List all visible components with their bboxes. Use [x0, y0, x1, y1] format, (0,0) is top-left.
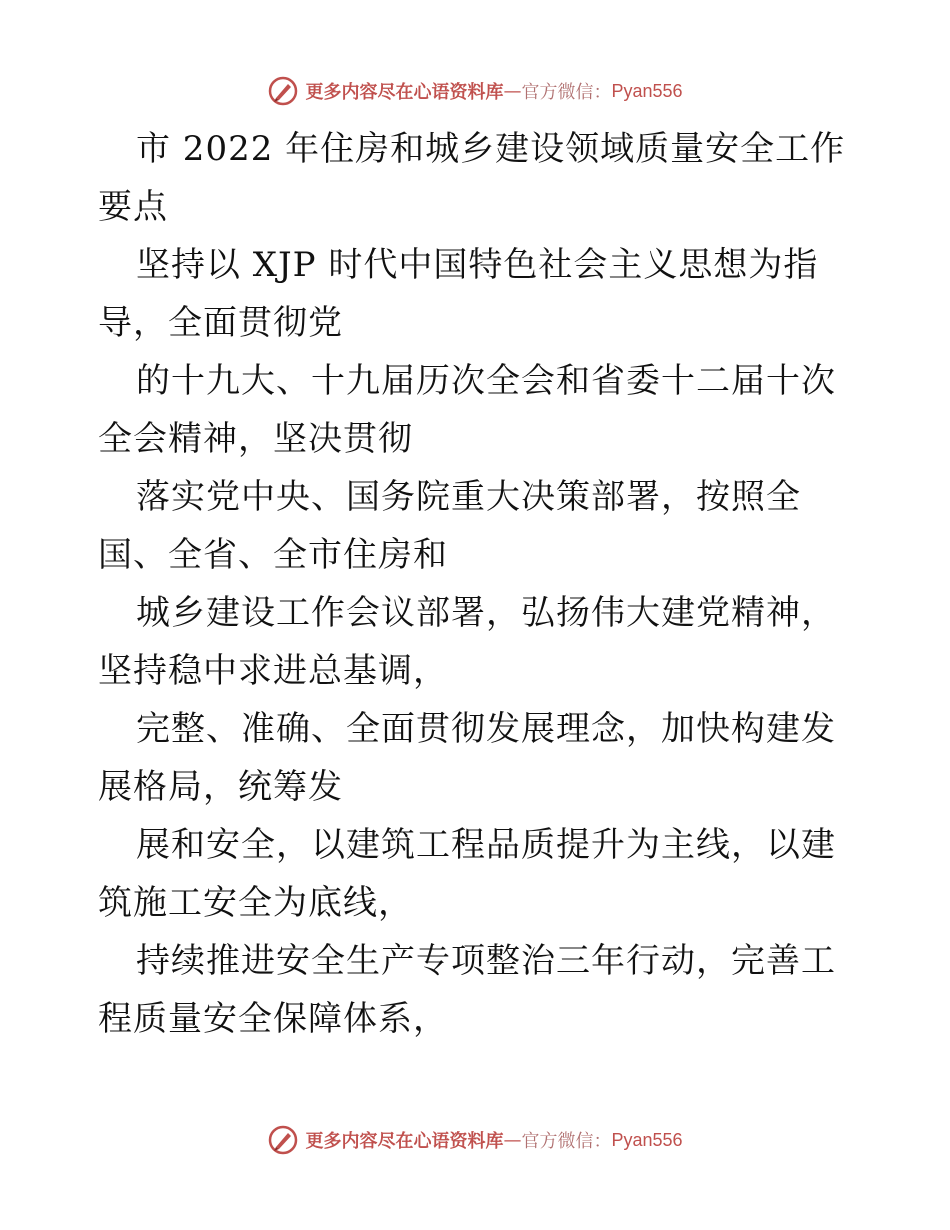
paragraph: 坚持以 XJP 时代中国特色社会主义思想为指导，全面贯彻党	[98, 245, 819, 343]
watermark-id: Pyan556	[611, 80, 683, 101]
watermark-sub-text: 官方微信：	[521, 1131, 612, 1152]
header-watermark	[0, 71, 950, 111]
document-body	[98, 120, 858, 1048]
footer-watermark	[0, 1120, 950, 1160]
paragraph: 城乡建设工作会议部署，弘扬伟大建党精神，坚持稳中求进总基调，	[98, 593, 836, 691]
paragraph: 持续推进安全生产专项整治三年行动，完善工程质量安全保障体系，	[98, 941, 836, 1039]
pen-logo-icon	[267, 1124, 299, 1156]
watermark-main-text: 更多内容尽在心语资料库	[305, 1131, 504, 1152]
paragraph-title: 市 2022 年住房和城乡建设领域质量安全工作要点	[98, 129, 846, 227]
paragraph: 落实党中央、国务院重大决策部署，按照全国、全省、全市住房和	[98, 477, 801, 575]
watermark-main-text: 更多内容尽在心语资料库	[305, 82, 504, 103]
paragraph: 展和安全，以建筑工程品质提升为主线，以建筑施工安全为底线，	[98, 825, 836, 923]
paragraph: 的十九大、十九届历次全会和省委十二届十次全会精神，坚决贯彻	[98, 361, 836, 459]
watermark-sub-text: 官方微信：	[521, 82, 612, 103]
watermark-dash: —	[503, 1129, 522, 1151]
pen-logo-icon	[267, 75, 299, 107]
watermark-dash: —	[503, 80, 522, 102]
paragraph: 完整、准确、全面贯彻发展理念，加快构建发展格局，统筹发	[98, 709, 836, 807]
watermark-id: Pyan556	[611, 1129, 683, 1150]
